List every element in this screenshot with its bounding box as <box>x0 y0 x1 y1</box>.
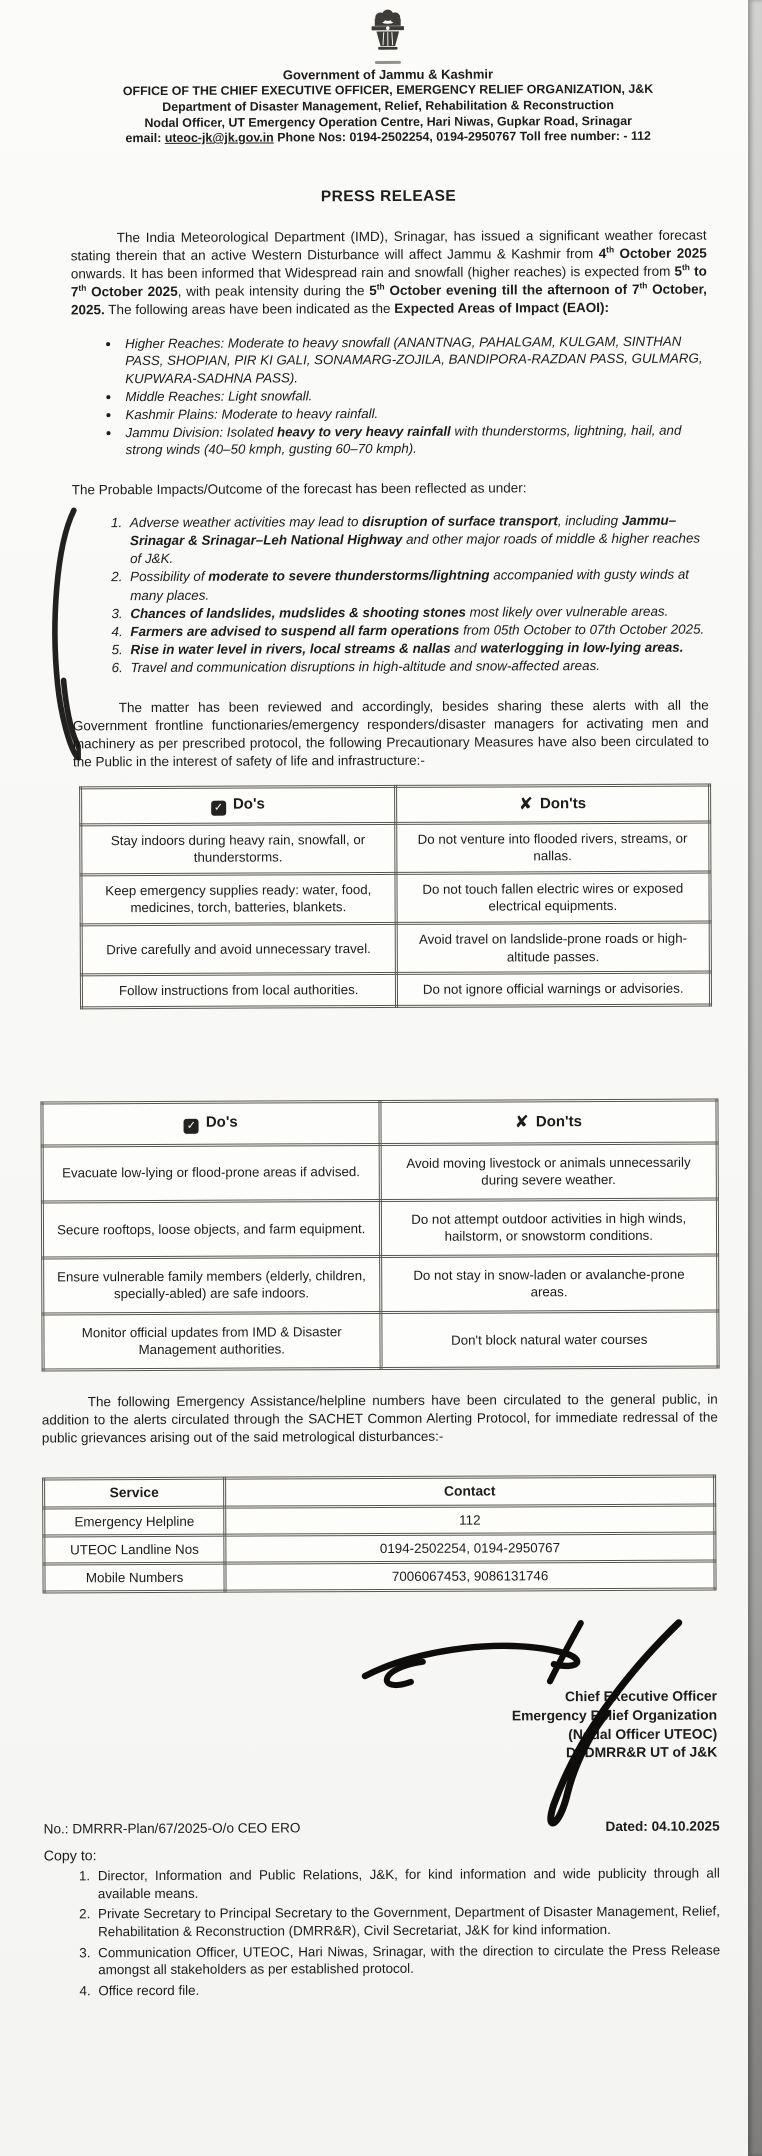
department-line: Department of Disaster Management, Relief, Rehabilitation & Reconstruction <box>162 97 614 114</box>
reference-number: No.: DMRRR-Plan/67/2025-O/o CEO ERO <box>43 1820 301 1837</box>
impact-area-item: • Middle Reaches: Light snowfall. <box>121 386 707 406</box>
donts-cell: Don't block natural water courses <box>380 1311 718 1369</box>
dos-donts-table-1 <box>79 783 712 1009</box>
signatory-title-line: (Nodal Officer UTEOC) <box>568 1725 718 1742</box>
impact-areas-list <box>71 332 708 459</box>
copy-to-item: 3. Communication Officer, UTEOC, Hari Niwas, Srinagar, with the direction to circulate the Press Release amongst all stakeholders as per established protocol. <box>94 1941 720 1979</box>
x-icon: ✘ <box>518 794 534 814</box>
donts-cell: Do not touch fallen electric wires or exposed electrical equipments. <box>395 872 710 923</box>
page-break <box>0 1006 762 1101</box>
signature-block <box>43 1627 720 1806</box>
impact-item: 6. Travel and communication disruptions in high-altitude and snow-affected areas. <box>127 656 709 677</box>
email-label: email: <box>125 131 165 146</box>
contact-cell: 112 <box>225 1505 715 1535</box>
table-row <box>43 1311 718 1370</box>
table-header-row <box>44 1476 715 1508</box>
helpline-table <box>42 1474 717 1593</box>
probable-impacts-list <box>72 512 709 678</box>
donts-cell: Do not venture into flooded rivers, streams, or nallas. <box>395 822 710 873</box>
impact-area-item: • Kashmir Plains: Moderate to heavy rainfall. <box>121 403 707 423</box>
signatory-title-line: Chief Executive Officer <box>564 1687 718 1705</box>
signatory-title-line: DoDMRR&R UT of J&K <box>566 1743 718 1761</box>
impact-area-item: • Higher Reaches: Moderate to heavy snowfall (ANANTNAG, PAHALGAM, KULGAM, SINTHAN PASS, SHOPIAN, PIR KI GALI, SONAMARG-ZOJILA, BANDIPORA-RAZDAN PASS, GULMARG, KUPWARA-SADHNA PASS). <box>121 332 707 388</box>
impact-item: 2. Possibility of moderate to severe thunderstorms/lightning accompanied with gusty winds at many places. <box>126 566 708 605</box>
signatory-title-line: Emergency Relief Organization <box>511 1706 718 1724</box>
intro-paragraph: The India Meteorological Department (IMD), Srinagar, has issued a significant weather forecast stating therein that an active Western Disturbance will affect Jammu & Kashmir from 4th October 2025 onwards. It has been informed that Widespread rain and snowfall (higher reaches) is expected from 5th to 7th October 2025, with peak intensity during the 5th October evening till the afternoon of 7th October, 2025. The following areas have been indicated as the Expected Areas of Impact (EAOI): <box>70 227 707 317</box>
dos-cell: Stay indoors during heavy rain, snowfall, or thunderstorms. <box>81 823 396 874</box>
review-paragraph: The matter has been reviewed and accordingly, besides sharing these alerts with all the Government frontline functionaries/emergency responders/disaster managers for activating men and machinery as per prescribed protocol, the following Precautionary Measures have also been circulated to the Public in the interest of safety of life and infrastructure:- <box>72 697 709 770</box>
donts-header: ✘ Don'ts <box>379 1100 717 1144</box>
checkbox-icon: ✓ <box>184 1118 199 1133</box>
india-state-emblem-icon <box>362 8 414 64</box>
dos-cell: Ensure vulnerable family members (elderly, children, specially-abled) are safe indoors. <box>43 1256 381 1314</box>
dos-cell: Drive carefully and avoid unnecessary travel. <box>81 923 396 974</box>
table-row <box>44 1533 715 1564</box>
contact-header: Contact <box>225 1476 715 1507</box>
press-release-title: PRESS RELEASE <box>320 187 457 206</box>
table-row <box>42 1199 717 1258</box>
x-icon: ✘ <box>514 1111 529 1132</box>
dos-cell: Monitor official updates from IMD & Disaster Management authorities. <box>43 1312 381 1370</box>
donts-cell: Do not stay in snow-laden or avalanche-prone areas. <box>380 1255 718 1313</box>
nodal-officer-line: Nodal Officer, UT Emergency Operation Centre, Hari Niwas, Gupkar Road, Srinagar <box>144 113 632 130</box>
service-cell: UTEOC Landline Nos <box>44 1535 225 1564</box>
email-link[interactable]: uteoc-jk@jk.gov.in <box>164 130 274 146</box>
date-label: Dated: 04.10.2025 <box>605 1818 720 1835</box>
dos-cell: Keep emergency supplies ready: water, food, medicines, torch, batteries, blankets. <box>81 873 396 924</box>
table-row <box>44 1561 715 1592</box>
dos-cell: Follow instructions from local authorities. <box>81 974 396 1008</box>
impact-item: 4. Farmers are advised to suspend all farm operations from 05th October to 07th October 2025. <box>126 620 708 641</box>
contact-cell: 0194-2502254, 0194-2950767 <box>225 1533 715 1563</box>
dos-header: ✓ Do's <box>81 786 396 824</box>
table-row <box>44 1505 715 1536</box>
reference-row <box>44 1819 720 1837</box>
table-row <box>42 1143 717 1202</box>
helpline-paragraph: The following Emergency Assistance/helpline numbers have been circulated to the general public, in addition to the alerts circulated through the SACHET Common Alerting Protocol, for immediate redressal of the public grievances arising out of the said metrological disturbances:- <box>41 1391 718 1446</box>
motto-decoration <box>375 61 401 64</box>
table-row <box>81 972 710 1007</box>
checkbox-icon: ✓ <box>211 800 226 815</box>
impact-area-item: • Jammu Division: Isolated heavy to very heavy rainfall with thunderstorms, lightning, hail, and strong winds (40–50 kmph, gusting 60–70 kmph). <box>121 421 707 459</box>
donts-cell: Do not attempt outdoor activities in high winds, hailstorm, or snowstorm conditions. <box>380 1199 718 1257</box>
impact-item: 1. Adverse weather activities may lead to disruption of surface transport, including Jammu–Srinagar & Srinagar–Leh National Highway and other major roads of middle & higher reaches of J&K. <box>126 512 708 569</box>
dos-donts-table-2 <box>40 1098 719 1371</box>
dos-header: ✓ Do's <box>42 1101 380 1145</box>
table-row <box>81 872 710 925</box>
impact-item: 3. Chances of landslides, mudslides & shooting stones most likely over vulnerable areas. <box>126 602 708 623</box>
donts-cell: Avoid moving livestock or animals unnecessarily during severe weather. <box>380 1143 718 1201</box>
copy-to-label: Copy to: <box>43 1848 97 1865</box>
probable-impacts-section <box>72 512 709 678</box>
impacts-heading: The Probable Impacts/Outcome of the forecast has been reflected as under: <box>71 480 527 498</box>
donts-header: ✘ Don'ts <box>395 785 710 823</box>
impact-item: 5. Rise in water level in rivers, local streams & nallas and waterlogging in low-lying areas. <box>126 638 708 659</box>
service-cell: Mobile Numbers <box>44 1563 225 1592</box>
phone-numbers: Phone Nos: 0194-2502254, 0194-2950767 Toll free number: - 112 <box>273 128 651 145</box>
scan-edge-shadow <box>748 0 762 2156</box>
table-row <box>81 822 710 875</box>
donts-cell: Avoid travel on landslide-prone roads or high-altitude passes. <box>396 922 711 973</box>
table-row <box>81 922 710 975</box>
dos-cell: Secure rooftops, loose objects, and farm equipment. <box>42 1200 380 1258</box>
donts-cell: Do not ignore official warnings or advisories. <box>396 972 711 1006</box>
copy-to-item: 1. Director, Information and Public Relations, J&K, for kind information and wide publicity through all available means. <box>94 1865 720 1903</box>
table-row <box>43 1255 718 1314</box>
contact-line <box>70 129 706 147</box>
service-header: Service <box>44 1478 225 1507</box>
service-cell: Emergency Helpline <box>44 1507 225 1536</box>
copy-to-list <box>44 1865 721 2001</box>
dos-cell: Evacuate low-lying or flood-prone areas if advised. <box>42 1144 380 1202</box>
government-line: Government of Jammu & Kashmir <box>282 66 494 83</box>
signatory-titles <box>512 1687 718 1763</box>
letterhead <box>70 0 707 147</box>
copy-to-item: 2. Private Secretary to Principal Secretary to the Government, Department of Disaster Management, Relief, Rehabilitation & Reconstruction (DMRR&R), Civil Secretariat, J&K for kind information. <box>94 1903 720 1941</box>
office-line: OFFICE OF THE CHIEF EXECUTIVE OFFICER, EMERGENCY RELIEF ORGANIZATION, J&K <box>122 82 654 99</box>
copy-to-item: 4. Office record file. <box>94 1980 720 2000</box>
contact-cell: 7006067453, 9086131746 <box>225 1561 715 1591</box>
